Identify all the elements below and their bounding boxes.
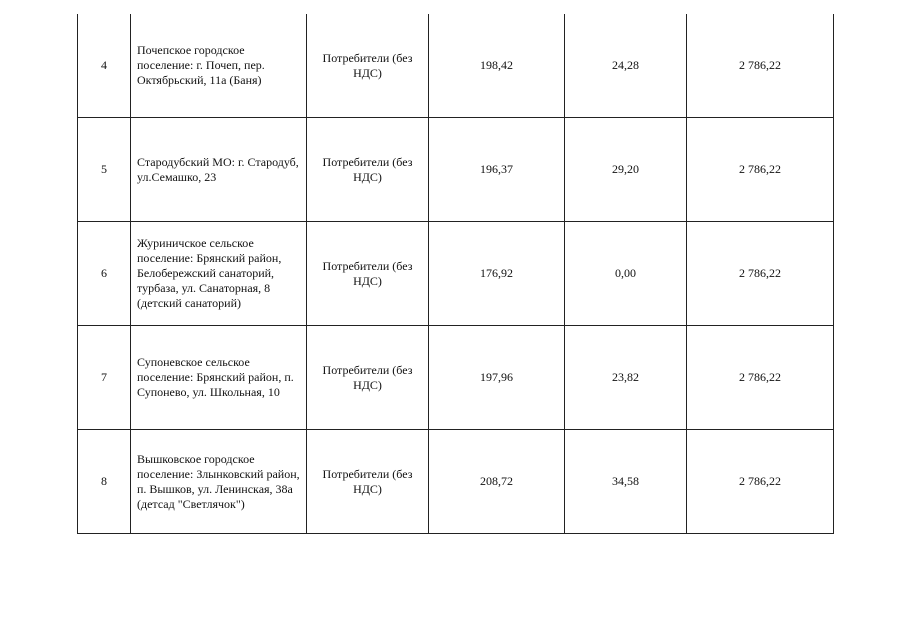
row-number: 5 bbox=[78, 118, 131, 222]
row-value-2: 0,00 bbox=[565, 222, 687, 326]
row-value-3: 2 786,22 bbox=[687, 430, 834, 534]
row-value-1: 176,92 bbox=[429, 222, 565, 326]
row-number: 4 bbox=[78, 14, 131, 118]
row-value-1: 196,37 bbox=[429, 118, 565, 222]
row-address: Супоневское сельское поселение: Брянский район, п. Супонево, ул. Школьная, 10 bbox=[131, 326, 307, 430]
row-address: Стародубский МО: г. Стародуб, ул.Семашко, 23 bbox=[131, 118, 307, 222]
row-number: 6 bbox=[78, 222, 131, 326]
table-row bbox=[78, 326, 834, 430]
row-value-2: 29,20 bbox=[565, 118, 687, 222]
row-value-2: 23,82 bbox=[565, 326, 687, 430]
row-number: 8 bbox=[78, 430, 131, 534]
table-row bbox=[78, 430, 834, 534]
tariff-table bbox=[77, 14, 834, 534]
tariff-table-container bbox=[77, 14, 833, 534]
row-value-3: 2 786,22 bbox=[687, 14, 834, 118]
table-row bbox=[78, 14, 834, 118]
row-value-3: 2 786,22 bbox=[687, 326, 834, 430]
row-consumer: Потребители (без НДС) bbox=[307, 222, 429, 326]
row-consumer: Потребители (без НДС) bbox=[307, 430, 429, 534]
row-value-1: 198,42 bbox=[429, 14, 565, 118]
row-address: Почепское городское поселение: г. Почеп, пер. Октябрьский, 11а (Баня) bbox=[131, 14, 307, 118]
row-value-3: 2 786,22 bbox=[687, 222, 834, 326]
row-address: Вышковское городское поселение: Злынковский район, п. Вышков, ул. Ленинская, 38а (детсад "Светлячок") bbox=[131, 430, 307, 534]
row-value-2: 34,58 bbox=[565, 430, 687, 534]
table-row bbox=[78, 222, 834, 326]
row-consumer: Потребители (без НДС) bbox=[307, 118, 429, 222]
row-address: Журиничское сельское поселение: Брянский район, Белобережский санаторий, турбаза, ул. Санаторная, 8 (детский санаторий) bbox=[131, 222, 307, 326]
row-number: 7 bbox=[78, 326, 131, 430]
table-row bbox=[78, 118, 834, 222]
row-value-3: 2 786,22 bbox=[687, 118, 834, 222]
row-consumer: Потребители (без НДС) bbox=[307, 14, 429, 118]
row-value-2: 24,28 bbox=[565, 14, 687, 118]
row-value-1: 208,72 bbox=[429, 430, 565, 534]
row-consumer: Потребители (без НДС) bbox=[307, 326, 429, 430]
row-value-1: 197,96 bbox=[429, 326, 565, 430]
